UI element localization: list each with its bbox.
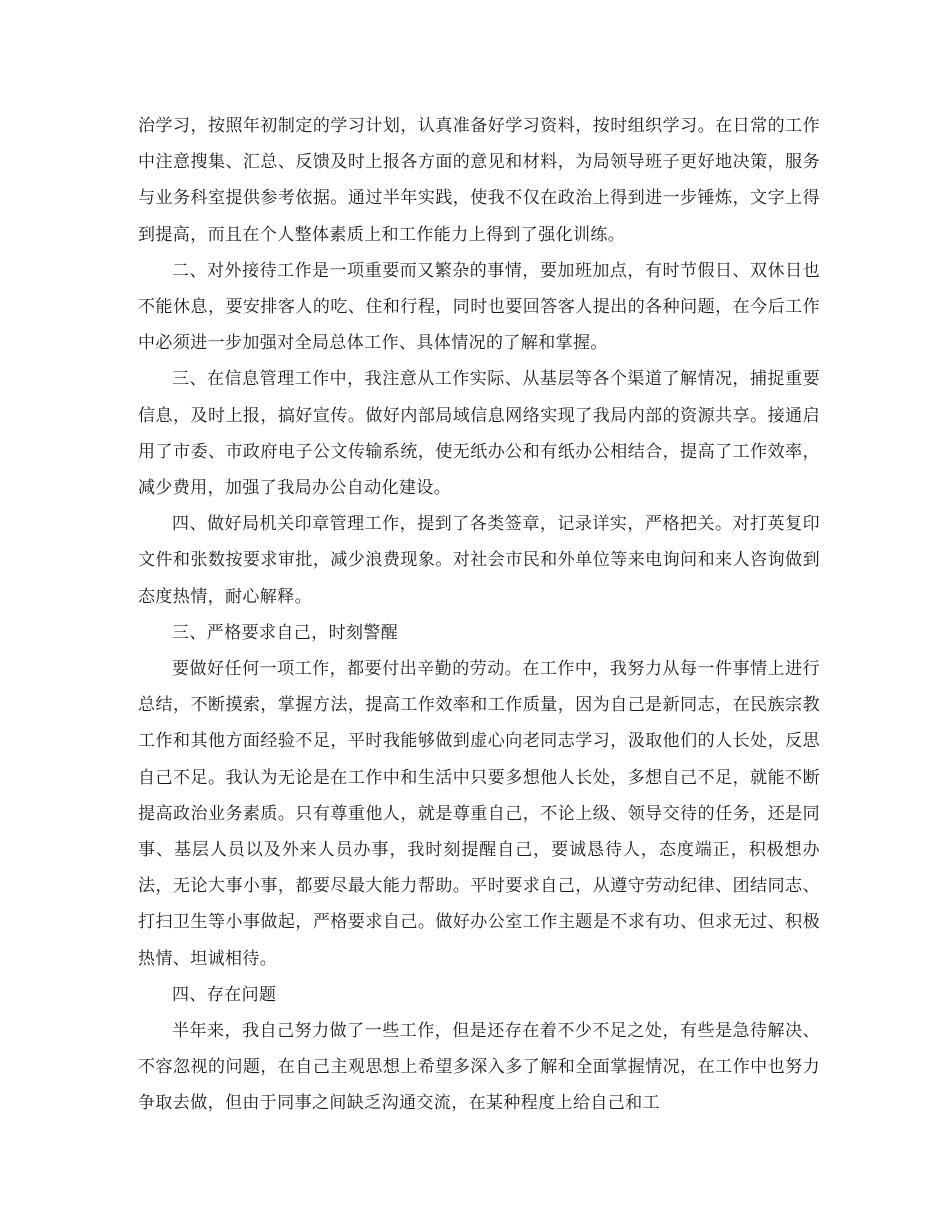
paragraph-information: 三、在信息管理工作中，我注意从工作实际、从基层等各个渠道了解情况，捕捉重要信息，及时上报，搞好宣传。做好内部局域信息网络实现了我局内部的资源共享。接通启用了市委、市政府电子公文传输系统，使无纸办公和有纸办公相结合，提高了工作效率，减少费用，加强了我局办公自动化建设。 xyxy=(138,369,820,499)
paragraph-problems: 半年来，我自己努力做了一些工作，但是还存在着不少不足之处，有些是急待解决、不容忽视的问题，在自己主观思想上希望多深入多了解和全面掌握情况，在工作中也努力争取去做，但由于同事之间缺乏沟通交流，在某种程度上给自己和工 xyxy=(138,1021,820,1114)
document-page xyxy=(138,108,820,1122)
paragraph-seal-management: 四、做好局机关印章管理工作，提到了各类签章，记录详实，严格把关。对打英复印文件和张数按要求审批，减少浪费现象。对社会市民和外单位等来电询问和来人咨询做到态度热情，耐心解释。 xyxy=(138,514,820,607)
paragraph-self-discipline: 要做好任何一项工作，都要付出辛勤的劳动。在工作中，我努力从每一件事情上进行总结，不断摸索，掌握方法，提高工作效率和工作质量，因为自己是新同志，在民族宗教工作和其他方面经验不足，平时我能够做到虚心向老同志学习，汲取他们的人长处，反思自己不足。我认为无论是在工作中和生活中只要多想他人长处，多想自己不足，就能不断提高政治业务素质。只有尊重他人，就是尊重自己，不论上级、领导交待的任务，还是同事、基层人员以及外来人员办事，我时刻提醒自己，要诚恳待人，态度端正，积极想办法，无论大事小事，都要尽最大能力帮助。平时要求自己，从遵守劳动纪律、团结同志、打扫卫生等小事做起，严格要求自己。做好办公室工作主题是不求有功、但求无过、积极热情、坦诚相待。 xyxy=(138,659,820,969)
paragraph-reception: 二、对外接待工作是一项重要而又繁杂的事情，要加班加点，有时节假日、双休日也不能休息，要安排客人的吃、住和行程，同时也要回答客人提出的各种问题，在今后工作中必须进一步加强对全局总体工作、具体情况的了解和掌握。 xyxy=(138,260,820,354)
section-heading-problems: 四、存在问题 xyxy=(172,984,277,1005)
section-heading-self-discipline: 三、严格要求自己，时刻警醒 xyxy=(172,622,399,643)
paragraph-study: 治学习，按照年初制定的学习计划，认真准备好学习资料，按时组织学习。在日常的工作中注意搜集、汇总、反馈及时上报各方面的意见和材料，为局领导班子更好地决策，服务与业务科室提供参考依据。通过半年实践，使我不仅在政治上得到进一步锤炼，文字上得到提高，而且在个人整体素质上和工作能力上得到了强化训练。 xyxy=(138,116,820,245)
